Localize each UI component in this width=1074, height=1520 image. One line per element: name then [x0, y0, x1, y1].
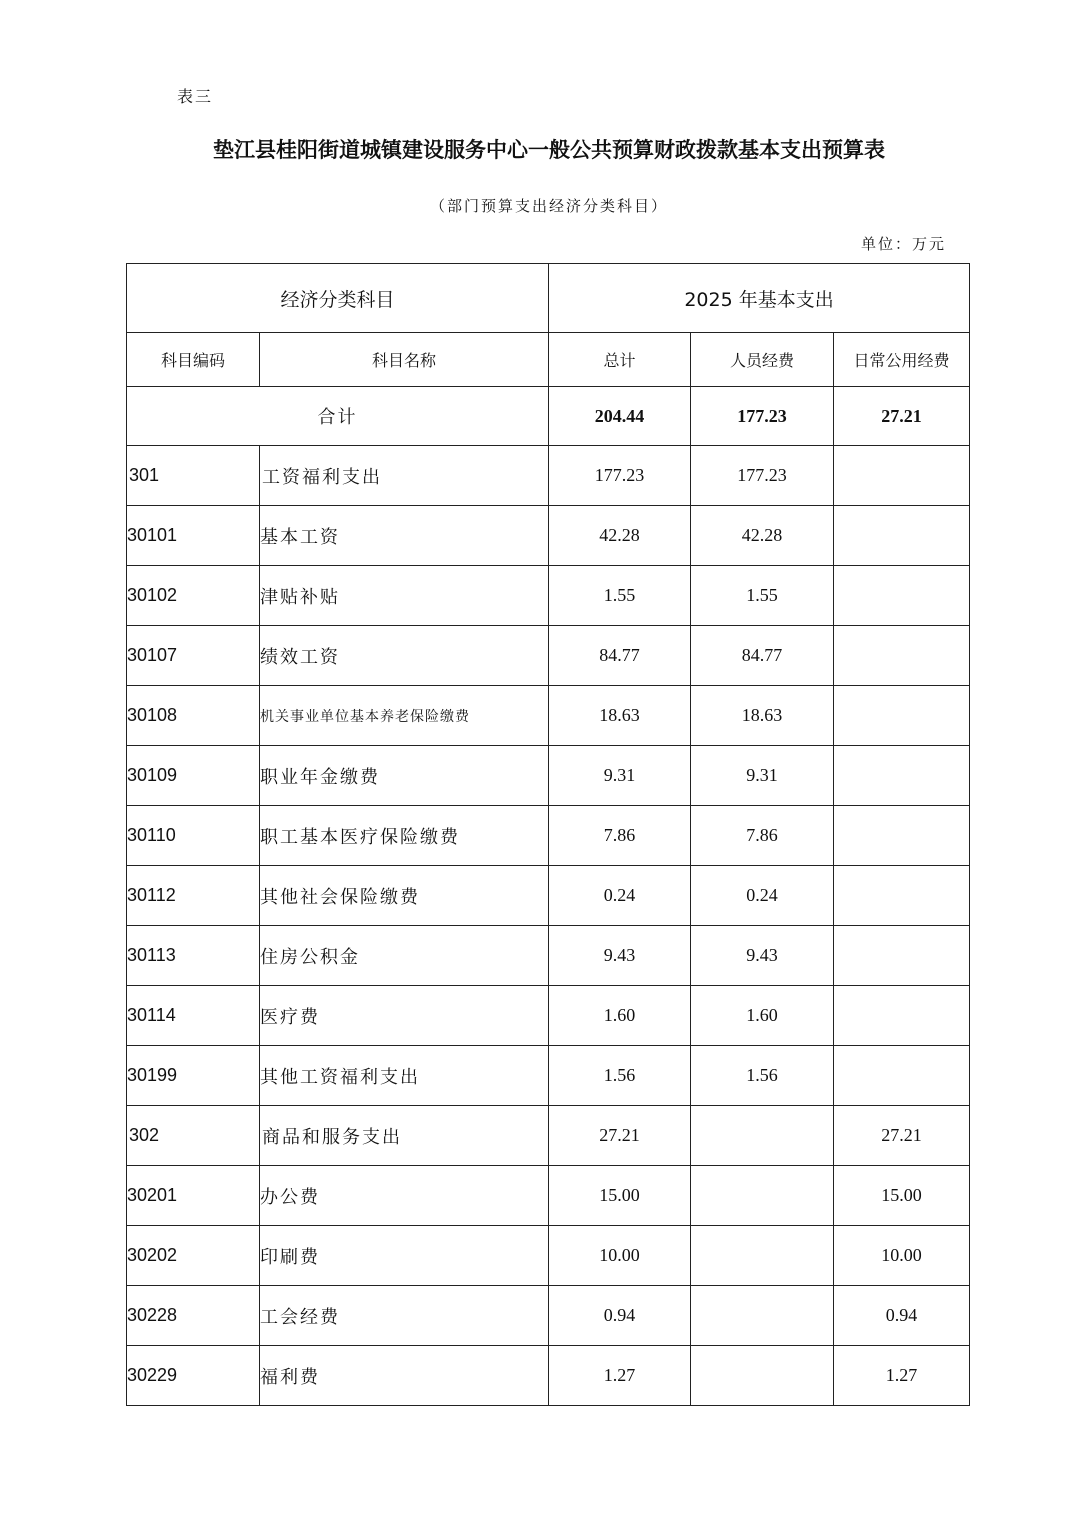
row-personnel: 1.56 — [691, 1046, 834, 1106]
document-subtitle: （部门预算支出经济分类科目） — [429, 197, 668, 215]
row-code: 30102 — [127, 566, 260, 626]
table-number-label: 表三 — [177, 87, 214, 106]
header-economic-category: 经济分类科目 — [127, 264, 549, 333]
row-total: 0.24 — [549, 866, 691, 926]
row-code: 30110 — [127, 806, 260, 866]
table-row — [127, 986, 970, 1046]
row-total: 10.00 — [549, 1226, 691, 1286]
row-code: 30201 — [127, 1166, 260, 1226]
row-code: 30113 — [127, 926, 260, 986]
total-public: 27.21 — [834, 387, 970, 446]
total-label: 合计 — [127, 387, 549, 446]
row-name: 办公费 — [260, 1166, 549, 1226]
table-row — [127, 806, 970, 866]
table-row — [127, 1226, 970, 1286]
row-code: 30202 — [127, 1226, 260, 1286]
table-row — [127, 506, 970, 566]
table-row — [127, 1286, 970, 1346]
row-name: 医疗费 — [260, 986, 549, 1046]
row-personnel — [691, 1346, 834, 1406]
row-personnel: 9.43 — [691, 926, 834, 986]
row-total: 1.60 — [549, 986, 691, 1046]
row-personnel: 1.55 — [691, 566, 834, 626]
row-personnel: 0.24 — [691, 866, 834, 926]
header-name: 科目名称 — [260, 333, 549, 387]
row-total: 1.55 — [549, 566, 691, 626]
row-total: 42.28 — [549, 506, 691, 566]
row-name: 机关事业单位基本养老保险缴费 — [260, 686, 549, 746]
table-row — [127, 686, 970, 746]
row-public: 15.00 — [834, 1166, 970, 1226]
table-row — [127, 626, 970, 686]
header-total: 总计 — [549, 333, 691, 387]
row-public — [834, 746, 970, 806]
row-name: 其他工资福利支出 — [260, 1046, 549, 1106]
header-code: 科目编码 — [127, 333, 260, 387]
row-name: 基本工资 — [260, 506, 549, 566]
row-public — [834, 626, 970, 686]
row-name: 商品和服务支出 — [260, 1106, 549, 1166]
row-code: 30228 — [127, 1286, 260, 1346]
row-public — [834, 926, 970, 986]
row-name: 工资福利支出 — [260, 446, 549, 506]
row-name: 工会经费 — [260, 1286, 549, 1346]
row-public: 10.00 — [834, 1226, 970, 1286]
table-row — [127, 1046, 970, 1106]
row-code: 30107 — [127, 626, 260, 686]
row-code: 30101 — [127, 506, 260, 566]
table-row — [127, 1106, 970, 1166]
row-public — [834, 1046, 970, 1106]
row-personnel: 42.28 — [691, 506, 834, 566]
row-public — [834, 566, 970, 626]
row-public — [834, 806, 970, 866]
row-total: 177.23 — [549, 446, 691, 506]
row-name: 津贴补贴 — [260, 566, 549, 626]
row-public — [834, 446, 970, 506]
row-public: 27.21 — [834, 1106, 970, 1166]
row-total: 9.31 — [549, 746, 691, 806]
unit-label: 单位：万元 — [860, 235, 946, 253]
row-personnel — [691, 1286, 834, 1346]
row-code: 30114 — [127, 986, 260, 1046]
row-personnel: 177.23 — [691, 446, 834, 506]
table-row — [127, 1166, 970, 1226]
row-total: 0.94 — [549, 1286, 691, 1346]
total-row — [127, 387, 970, 446]
row-personnel: 18.63 — [691, 686, 834, 746]
table-row — [127, 1346, 970, 1406]
row-name: 住房公积金 — [260, 926, 549, 986]
row-personnel: 84.77 — [691, 626, 834, 686]
table-row — [127, 926, 970, 986]
row-code: 30199 — [127, 1046, 260, 1106]
row-personnel: 1.60 — [691, 986, 834, 1046]
row-public — [834, 986, 970, 1046]
row-code: 30112 — [127, 866, 260, 926]
budget-table-body — [127, 264, 970, 1406]
row-total: 15.00 — [549, 1166, 691, 1226]
header-row-group — [127, 264, 970, 333]
document-title: 垫江县桂阳街道城镇建设服务中心一般公共预算财政拨款基本支出预算表 — [213, 138, 885, 162]
table-row — [127, 866, 970, 926]
row-name: 绩效工资 — [260, 626, 549, 686]
row-personnel — [691, 1226, 834, 1286]
row-name: 职业年金缴费 — [260, 746, 549, 806]
row-code: 302 — [127, 1106, 260, 1166]
header-public: 日常公用经费 — [834, 333, 970, 387]
row-total: 18.63 — [549, 686, 691, 746]
table-row — [127, 566, 970, 626]
header-row-columns — [127, 333, 970, 387]
row-code: 30109 — [127, 746, 260, 806]
row-total: 84.77 — [549, 626, 691, 686]
row-public: 0.94 — [834, 1286, 970, 1346]
row-total: 9.43 — [549, 926, 691, 986]
row-name: 印刷费 — [260, 1226, 549, 1286]
row-total: 7.86 — [549, 806, 691, 866]
row-personnel — [691, 1166, 834, 1226]
row-name: 福利费 — [260, 1346, 549, 1406]
total-personnel: 177.23 — [691, 387, 834, 446]
row-code: 30108 — [127, 686, 260, 746]
row-name: 职工基本医疗保险缴费 — [260, 806, 549, 866]
row-public: 1.27 — [834, 1346, 970, 1406]
header-personnel: 人员经费 — [691, 333, 834, 387]
row-personnel: 9.31 — [691, 746, 834, 806]
row-total: 1.56 — [549, 1046, 691, 1106]
total-sum: 204.44 — [549, 387, 691, 446]
row-code: 30229 — [127, 1346, 260, 1406]
header-basic-expenditure: 2025 年基本支出 — [549, 264, 970, 333]
row-total: 27.21 — [549, 1106, 691, 1166]
table-row — [127, 446, 970, 506]
row-public — [834, 866, 970, 926]
row-public — [834, 506, 970, 566]
budget-table — [126, 263, 970, 1406]
row-personnel: 7.86 — [691, 806, 834, 866]
row-total: 1.27 — [549, 1346, 691, 1406]
table-row — [127, 746, 970, 806]
row-personnel — [691, 1106, 834, 1166]
row-public — [834, 686, 970, 746]
row-code: 301 — [127, 446, 260, 506]
row-name: 其他社会保险缴费 — [260, 866, 549, 926]
